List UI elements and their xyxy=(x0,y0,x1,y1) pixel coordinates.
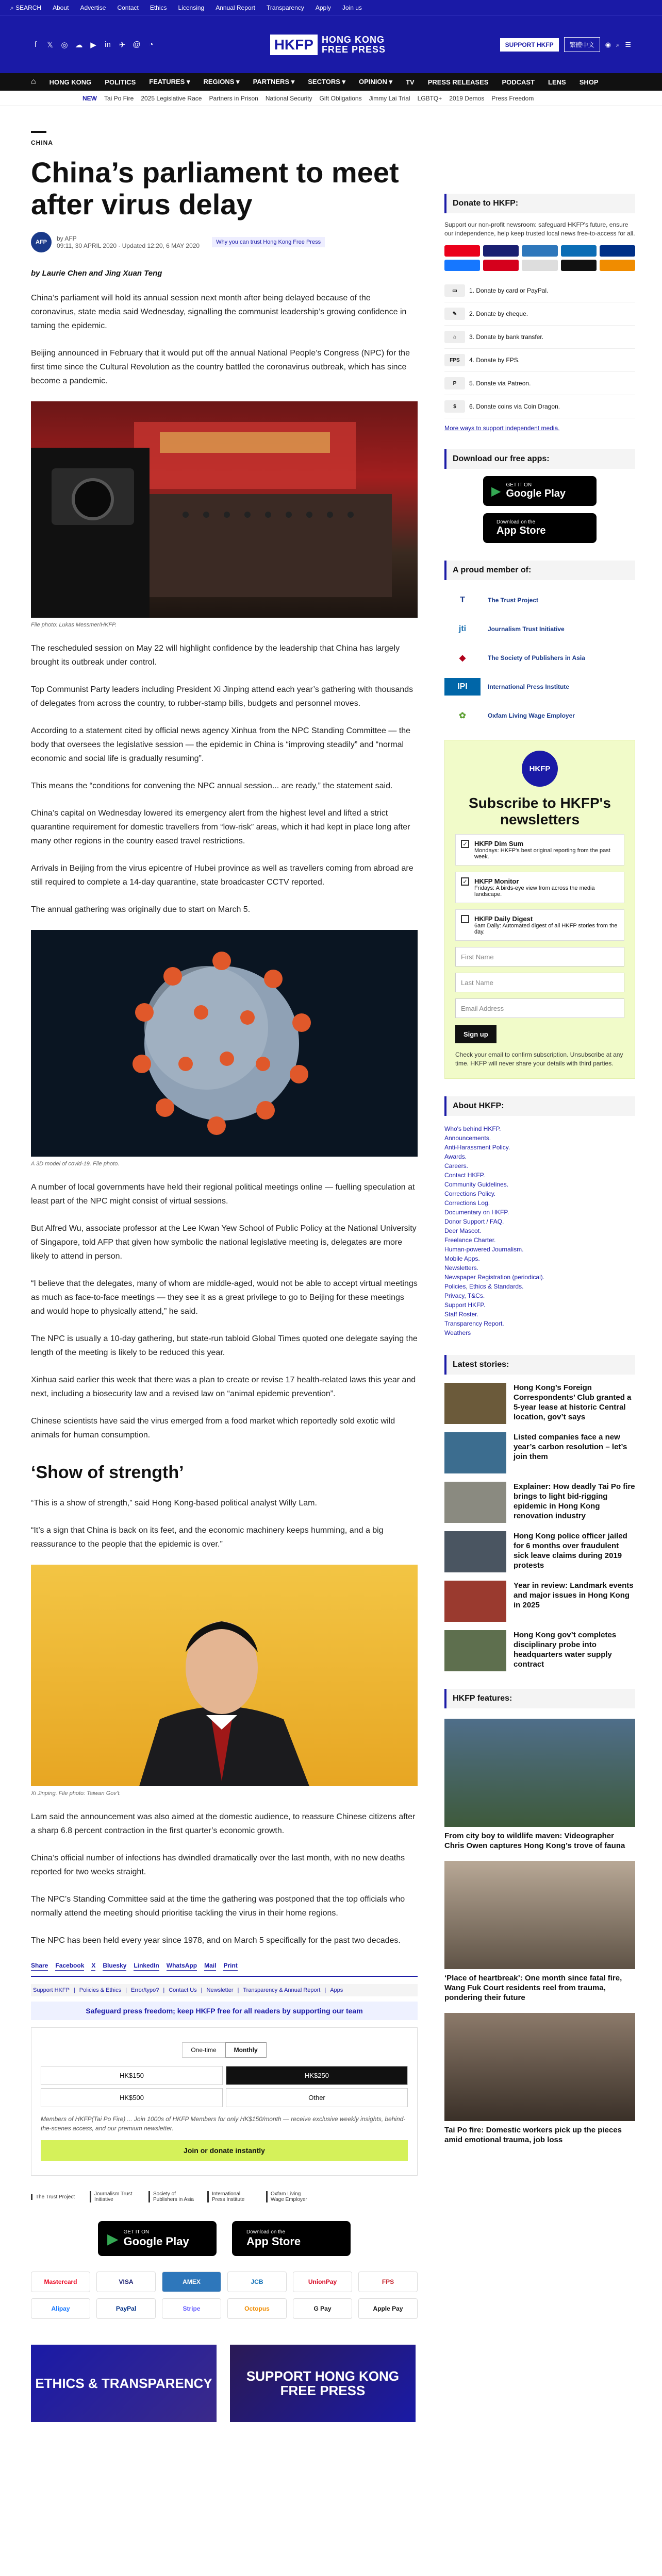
article-main xyxy=(31,106,418,2422)
alipay-icon xyxy=(444,260,480,271)
paragraph: Top Communist Party leaders including President Xi Jinping attend each year’s gathering with thousands of delegates from across the country, to rubber-stamp bills, budgets and personnel moves. xyxy=(31,685,413,708)
mastercard-logo: Mastercard xyxy=(31,2272,90,2292)
member-item[interactable]: IPI International Press Institute xyxy=(444,678,635,696)
share-mail[interactable]: Mail xyxy=(204,1961,216,1971)
feature-image xyxy=(444,1861,635,1969)
virus-model-image xyxy=(31,930,418,1157)
nav-sectors[interactable]: SECTORS ▾ xyxy=(308,78,346,86)
about-link[interactable]: Freelance Charter. xyxy=(444,1236,496,1244)
footer-links: Support HKFP | Policies & Ethics | Error/typo? | Contact Us | Newsletter | Transparency & Annual Report | Apps xyxy=(31,1984,418,1996)
donation-method[interactable]: ▭ 1. Donate by card or PayPal. xyxy=(444,279,635,302)
paragraph: The NPC is usually a 10-day gathering, but state-run tabloid Global Times quoted one delegate saying the length of the meeting is likely to be reduced this year. xyxy=(31,1334,418,1357)
nav-shop[interactable]: SHOP xyxy=(579,78,599,86)
nav-press-releases[interactable]: PRESS RELEASES xyxy=(427,78,489,86)
bluesky-icon[interactable]: ☁ xyxy=(75,40,83,49)
amount-options xyxy=(41,2066,408,2107)
last-name-field[interactable]: Last Name xyxy=(455,973,624,992)
logo-box: HKFP xyxy=(270,35,318,55)
trending-item[interactable]: Jimmy Lai Trial xyxy=(369,94,410,102)
home-icon[interactable]: ⌂ xyxy=(31,77,36,86)
paragraph: “It’s a sign that China is back on its feet, and the economic machinery keeps humming, and a big reassurance to the people that the epidemic is over.” xyxy=(31,1526,384,1549)
subscribe-note: Check your email to confirm subscription. Unsubscribe at any time. HKFP will never share your details with third parties. xyxy=(455,1051,623,1067)
about-link[interactable]: Newspaper Registration (periodical). xyxy=(444,1274,545,1281)
trending-item[interactable]: Partners in Prison xyxy=(209,94,258,102)
fps-logo: FPS xyxy=(358,2272,418,2292)
menu-icon[interactable]: ☰ xyxy=(625,40,631,48)
story-item[interactable]: Year in review: Landmark events and major issues in Hong Kong in 2025 xyxy=(444,1581,635,1622)
trust-logo[interactable]: The Trust Project xyxy=(31,2194,77,2200)
story-thumbnail xyxy=(444,1581,506,1622)
topbar-annual-report[interactable]: Annual Report xyxy=(216,4,255,11)
trending-item[interactable]: 2025 Legislative Race xyxy=(141,94,202,102)
join-donate-button[interactable]: Join or donate instantly xyxy=(41,2140,408,2161)
visa-logo: VISA xyxy=(96,2272,156,2292)
paragraph: The rescheduled session on May 22 will highlight confidence by the leadership that China has largely brought its outbreak under control. xyxy=(31,644,400,667)
member-item[interactable]: ✿ Oxfam Living Wage Employer xyxy=(444,707,635,724)
share-x[interactable]: X xyxy=(91,1961,95,1971)
unionpay-logo: UnionPay xyxy=(293,2272,352,2292)
trending-item[interactable]: Press Freedom xyxy=(491,94,534,102)
search-icon[interactable]: ⌕ xyxy=(616,40,620,48)
x-icon[interactable]: 𝕏 xyxy=(46,40,54,49)
ethics-banner[interactable]: ETHICS & TRANSPARENCY xyxy=(31,2345,217,2422)
donation-method[interactable]: $ 6. Donate coins via Coin Dragon. xyxy=(444,395,635,418)
amount-option[interactable]: Other xyxy=(226,2088,408,2107)
page-body xyxy=(0,106,662,2422)
card-logos xyxy=(444,245,635,271)
photo-caption: Xi Jinping. File photo: Taiwan Gov’t. xyxy=(31,1790,121,1797)
paragraph: Chinese scientists have said the virus emerged from a food market which reportedly sold exotic wild animals for human consumption. xyxy=(31,1417,395,1439)
ipi-icon: IPI xyxy=(444,678,481,696)
paragraph: Xinhua said earlier this week that there was a plan to create or revise 17 health-related laws this year and next, including a biosecurity law and a revised law on “animal epidemic prevention”. xyxy=(31,1376,416,1398)
paragraph: China’s official number of infections has dwindled dramatically over the last month, with no new deaths reported for two weeks straight. xyxy=(31,1854,405,1876)
npc-photo-art xyxy=(31,401,418,618)
sidebar xyxy=(444,106,635,2422)
checkbox-icon[interactable] xyxy=(461,915,469,923)
paragraph: Arrivals in Beijing from the virus epicentre of Hubei province as well as travellers coming from abroad are still required to complete a 14-day quarantine, state broadcaster CCTV reported. xyxy=(31,864,413,887)
google-play-icon: ▶ xyxy=(491,484,501,498)
support-banner[interactable]: SUPPORT HONG KONG FREE PRESS xyxy=(230,2345,416,2422)
paragraph: According to a statement cited by official news agency Xinhua from the NPC Standing Committee — the body that oversees the legislative session — the epidemic in China is “improving steadily” and “normal economic and social life is gradually resuming”. xyxy=(31,726,411,763)
about-link[interactable]: Corrections Policy. xyxy=(444,1190,496,1197)
rss-icon[interactable]: ◔ xyxy=(148,40,154,49)
more-ways-link[interactable]: More ways to support independent media. xyxy=(444,425,560,432)
hkfp-logo: HKFP xyxy=(522,751,558,787)
about-link[interactable]: Anti-Harassment Policy. xyxy=(444,1144,510,1151)
nav-hong-kong[interactable]: HONG KONG xyxy=(49,78,92,86)
language-button[interactable]: 繁體中文 xyxy=(564,37,600,52)
coin-icon: $ xyxy=(444,400,465,413)
story-thumbnail xyxy=(444,1531,506,1572)
story-item[interactable]: Explainer: How deadly Tai Po fire brings to light bid-rigging epidemic in Hong Kong renovation industry xyxy=(444,1482,635,1523)
unionpay-icon xyxy=(483,260,519,271)
payment-logos xyxy=(31,2272,418,2319)
trust-logos xyxy=(31,2191,418,2202)
about-link[interactable]: Staff Roster. xyxy=(444,1311,478,1318)
topbar-join[interactable]: Join us xyxy=(342,4,362,11)
topbar-about[interactable]: About xyxy=(53,4,69,11)
trending-item[interactable]: Gift Obligations xyxy=(319,94,362,102)
telegram-icon[interactable]: ✈ xyxy=(119,40,126,49)
about-link[interactable]: Privacy, T&Cs. xyxy=(444,1292,485,1299)
virus-model-art xyxy=(31,930,418,1157)
publish-date: 09:11, 30 APRIL 2020 xyxy=(57,242,117,249)
amount-option[interactable]: HK$500 xyxy=(41,2088,223,2107)
facebook-icon[interactable]: f xyxy=(34,40,37,49)
trending-item[interactable]: Tai Po Fire xyxy=(104,94,134,102)
google-play-icon: ▶ xyxy=(107,2230,119,2247)
feature-image xyxy=(444,1719,635,1827)
apple-pay-logo: Apple Pay xyxy=(358,2298,418,2319)
donation-method[interactable]: P 5. Donate via Patreon. xyxy=(444,372,635,395)
logo-text: HONG KONG FREE PRESS xyxy=(321,34,386,55)
about-link[interactable]: Human-powered Journalism. xyxy=(444,1246,524,1253)
byline: AFP by AFP 09:11, 30 APRIL 2020 · Updated 12:20, 6 MAY 2020 Why you can trust Hong Kong Free Press xyxy=(31,232,418,252)
fps-icon: FPS xyxy=(444,354,465,366)
trust-link[interactable]: Why you can trust Hong Kong Free Press xyxy=(212,237,325,247)
topbar-advertise[interactable]: Advertise xyxy=(80,4,106,11)
donation-methods xyxy=(444,279,635,418)
about-link[interactable]: Deer Mascot. xyxy=(444,1227,482,1234)
alipay-logo: Alipay xyxy=(31,2298,90,2319)
latest-stories xyxy=(444,1383,635,1671)
feature-item[interactable]: Tai Po fire: Domestic workers pick up the pieces amid emotional trauma, job loss xyxy=(444,2013,635,2145)
nav-opinion[interactable]: OPINION ▾ xyxy=(359,78,393,86)
link-newsletter[interactable]: Newsletter xyxy=(206,1987,234,1993)
email-field[interactable]: Email Address xyxy=(455,998,624,1018)
link-apps[interactable]: Apps xyxy=(330,1987,343,1993)
paragraph: The NPC has been held every year since 1978, and on March 5 specifically for the past two decades. xyxy=(31,1936,401,1945)
trending-label: NEW xyxy=(82,94,97,102)
share-print[interactable]: Print xyxy=(223,1961,237,1971)
share-bar xyxy=(31,1961,418,1977)
google-play-badge[interactable]: ▶ GET IT ON Google Play xyxy=(98,2221,217,2256)
newsletter-title: Subscribe to HKFP's newsletters xyxy=(469,795,611,827)
trust-project-icon: T xyxy=(460,596,465,604)
topbar-transparency[interactable]: Transparency xyxy=(266,4,304,11)
amount-option[interactable]: HK$150 xyxy=(41,2066,223,2085)
bank-icon: ⌂ xyxy=(444,331,465,343)
article-title: China’s parliament to meet after virus delay xyxy=(31,156,399,221)
nav-lens[interactable]: LENS xyxy=(548,78,566,86)
nav-partners[interactable]: PARTNERS ▾ xyxy=(253,78,295,86)
about-link[interactable]: Newsletters. xyxy=(444,1264,479,1272)
paragraph: China’s capital on Wednesday lowered its emergency alert from the highest level and lifted a strict quarantine requirement for domestic travellers from “low-risk” areas, which it had kept in place long after many other regions in the country eased travel restrictions. xyxy=(31,809,410,845)
about-links xyxy=(444,1124,635,1337)
trust-logo[interactable]: Oxfam Living Wage Employer xyxy=(266,2191,312,2202)
support-hkfp-button[interactable]: SUPPORT HKFP xyxy=(500,38,559,52)
app-store-badge[interactable]: Download on the App Store xyxy=(232,2221,351,2256)
nav-features[interactable]: FEATURES ▾ xyxy=(149,78,190,86)
nav-podcast[interactable]: PODCAST xyxy=(502,78,535,86)
share-whatsapp[interactable]: WhatsApp xyxy=(167,1961,197,1971)
apple-pay-icon xyxy=(561,260,597,271)
paragraph: “I believe that the delegates, many of whom are middle-aged, would not be able to accept virtual meetings as much as face-to-face meetings — they see it as a great privilege to go to Beijing for these meetings and would hope to physically attend,” he said. xyxy=(31,1279,418,1316)
donate-heading: Donate to HKFP: xyxy=(444,194,635,213)
story-thumbnail xyxy=(444,1630,506,1671)
newsletter-option[interactable]: HKFP Daily Digest 6am Daily: Automated digest of all HKFP stories from the day. xyxy=(455,909,624,941)
about-link[interactable]: Policies, Ethics & Standards. xyxy=(444,1283,524,1290)
frequency-toggle xyxy=(41,2042,408,2058)
share-facebook[interactable]: Facebook xyxy=(55,1961,84,1971)
donate-text[interactable]: Support our non-profit newsroom: safeguard HKFP's future, ensure our independence, help keep trusted local news free-to-access for all. xyxy=(444,221,635,237)
membership-note: Members of HKFP(Tai Po Fire) ... Join 1000s of HKFP Members for only HK$150/month — receive exclusive weekly insights, behind-the-scenes access, and our premium newsletter. xyxy=(41,2115,406,2132)
paragraph: China’s parliament will hold its annual session next month after being delayed because of the coronavirus, state media said Wednesday, signalling the communist leadership’s growing confidence in taming the epidemic. xyxy=(31,294,407,330)
paragraph: This means the “conditions for convening the NPC annual session... are ready,” the statement said. xyxy=(31,782,393,790)
byline-source[interactable]: by AFP xyxy=(57,235,77,242)
google-pay-icon xyxy=(522,260,557,271)
about-link[interactable]: Support HKFP. xyxy=(444,1301,486,1309)
paragraph: The NPC’s Standing Committee said at the time the gathering was postponed that the top officials who normally attend the meeting should prioritise tackling the virus in their home regions. xyxy=(31,1895,405,1918)
member-item[interactable]: ◆ The Society of Publishers in Asia xyxy=(444,649,635,667)
octopus-logo: Octopus xyxy=(227,2298,287,2319)
story-thumbnail xyxy=(444,1432,506,1473)
paragraph: A number of local governments have held their regional political meetings online — fuelling speculation at least part of the NPC might consist of virtual sessions. xyxy=(31,1183,415,1206)
card-icon: ▭ xyxy=(444,284,465,297)
app-badges xyxy=(31,2221,418,2256)
sopa-icon: ◆ xyxy=(459,654,466,663)
account-icon[interactable]: ◉ xyxy=(605,40,611,48)
search-icon: ⌕ xyxy=(10,4,16,11)
stripe-logo: Stripe xyxy=(162,2298,221,2319)
photo-caption: File photo: Lukas Messmer/HKFP. xyxy=(31,622,117,628)
freq-one-time[interactable]: One-time xyxy=(182,2042,225,2058)
about-link[interactable]: Announcements. xyxy=(444,1134,491,1142)
latest-heading: Latest stories: xyxy=(444,1355,635,1375)
about-link[interactable]: Corrections Log. xyxy=(444,1199,490,1207)
story-thumbnail xyxy=(444,1383,506,1424)
feature-item[interactable]: From city boy to wildlife maven: Videographer Chris Owen captures Hong Kong’s trove of fauna xyxy=(444,1719,635,1851)
linkedin-icon[interactable]: in xyxy=(105,40,111,49)
newsletter-option[interactable]: ✓ HKFP Monitor Fridays: A birds-eye view from across the media landscape. xyxy=(455,872,624,903)
trust-logo[interactable]: Society of Publishers in Asia xyxy=(148,2191,195,2202)
nav-regions[interactable]: REGIONS ▾ xyxy=(203,78,240,86)
paragraph: “This is a show of strength,” said Hong Kong-based political analyst Willy Lam. xyxy=(31,1499,317,1507)
octopus-icon xyxy=(600,260,635,271)
google-pay-logo: G Pay xyxy=(293,2298,352,2319)
about-link[interactable]: Who's behind HKFP. xyxy=(444,1125,501,1132)
youtube-icon[interactable]: ▶ xyxy=(90,40,96,49)
about-link[interactable]: Documentary on HKFP. xyxy=(444,1209,509,1216)
about-link[interactable]: Transparency Report. xyxy=(444,1320,504,1327)
article-authors: by Laurie Chen and Jing Xuan Teng xyxy=(31,269,162,278)
jti-icon: jti xyxy=(458,624,467,633)
section-heading: ‘Show of strength’ xyxy=(31,1463,184,1482)
paragraph: Beijing announced in February that it would put off the annual National People’s Congress (NPC) for the first time since the Cultural Revolution as the country battled the coronavirus outbreak, which has since become a pandemic. xyxy=(31,349,410,385)
about-link[interactable]: Mobile Apps. xyxy=(444,1255,480,1262)
topbar-contact[interactable]: Contact xyxy=(117,4,139,11)
checkbox-checked-icon[interactable]: ✓ xyxy=(461,877,469,886)
about-link[interactable]: Community Guidelines. xyxy=(444,1181,509,1188)
story-item[interactable]: Hong Kong police officer jailed for 6 months over fraudulent sick leave claims during 2019 protests xyxy=(444,1531,635,1572)
about-link[interactable]: Contact HKFP. xyxy=(444,1172,485,1179)
photo-caption: A 3D model of covid-19. File photo. xyxy=(31,1161,120,1167)
share-label[interactable]: Share xyxy=(31,1961,48,1971)
paypal-icon xyxy=(600,245,635,257)
nav-politics[interactable]: POLITICS xyxy=(105,78,136,86)
threads-icon[interactable]: @ xyxy=(133,40,141,49)
topbar-licensing[interactable]: Licensing xyxy=(178,4,205,11)
feature-image xyxy=(444,2013,635,2121)
promo-banners xyxy=(31,2345,418,2422)
oxfam-icon: ✿ xyxy=(459,711,466,720)
amex-logo: AMEX xyxy=(162,2272,221,2292)
google-play-badge[interactable]: ▶ GET IT ON Google Play xyxy=(483,476,597,506)
xi-jinping-photo xyxy=(31,1565,418,1786)
feature-item[interactable]: ‘Place of heartbreak’: One month since fatal fire, Wang Fuk Court residents reel from trauma, pondering their future xyxy=(444,1861,635,2003)
site-header xyxy=(0,15,662,73)
app-store-badge[interactable]: Download on the App Store xyxy=(483,513,597,543)
site-logo[interactable] xyxy=(270,35,386,55)
instagram-icon[interactable]: ◎ xyxy=(61,40,68,49)
amount-option[interactable]: HK$250 xyxy=(226,2066,408,2085)
about-link[interactable]: Donor Support / FAQ. xyxy=(444,1218,504,1225)
header-actions xyxy=(500,37,631,52)
donation-method[interactable]: ✎ 2. Donate by cheque. xyxy=(444,302,635,326)
donate-widget xyxy=(31,2027,418,2176)
sign-up-button[interactable]: Sign up xyxy=(455,1025,496,1043)
first-name-field[interactable]: First Name xyxy=(455,947,624,967)
xi-photo-art xyxy=(31,1565,418,1786)
top-utility-bar xyxy=(0,0,662,15)
afp-avatar: AFP xyxy=(31,232,52,252)
newsletter-option[interactable]: ✓ HKFP Dim Sum Mondays: HKFP's best original reporting from the past week. xyxy=(455,834,624,866)
category-rule xyxy=(31,131,46,133)
trust-logo[interactable]: International Press Institute xyxy=(207,2191,254,2202)
trending-item[interactable]: 2019 Demos xyxy=(449,94,485,102)
about-heading: About HKFP: xyxy=(444,1096,635,1116)
story-item[interactable]: Hong Kong’s Foreign Correspondents’ Club granted a 5-year lease at historic Central location, gov’t says xyxy=(444,1383,635,1424)
proud-heading: A proud member of: xyxy=(444,561,635,580)
patreon-icon: P xyxy=(444,377,465,389)
about-link[interactable]: Careers. xyxy=(444,1162,469,1170)
main-nav xyxy=(0,73,662,91)
paypal-logo: PayPal xyxy=(96,2298,156,2319)
story-item[interactable]: Listed companies face a new year’s carbon resolution – let’s join them xyxy=(444,1432,635,1473)
apps-heading: Download our free apps: xyxy=(444,449,635,469)
features-heading: HKFP features: xyxy=(444,1689,635,1708)
donation-method[interactable]: ⌂ 3. Donate by bank transfer. xyxy=(444,326,635,349)
jcb-logo: JCB xyxy=(227,2272,287,2292)
topbar-ethics[interactable]: Ethics xyxy=(150,4,167,11)
cheque-icon: ✎ xyxy=(444,308,465,320)
share-bluesky[interactable]: Bluesky xyxy=(103,1961,126,1971)
share-linkedin[interactable]: LinkedIn xyxy=(134,1961,159,1971)
topbar-apply[interactable]: Apply xyxy=(315,4,331,11)
member-item[interactable]: jti Journalism Trust Initiative xyxy=(444,620,635,638)
about-link[interactable]: Weathers xyxy=(444,1329,471,1336)
trust-logo[interactable]: Journalism Trust Initiative xyxy=(90,2191,136,2202)
checkbox-checked-icon[interactable]: ✓ xyxy=(461,840,469,848)
paragraph: But Alfred Wu, associate professor at the Lee Kwan Yew School of Public Policy at the National University of Singapore, told AFP that given how symbolic the national legislative meeting is, delegates are more likely to attend in person. xyxy=(31,1224,417,1261)
member-item[interactable]: T The Trust Project xyxy=(444,591,635,609)
freq-monthly[interactable]: Monthly xyxy=(225,2042,267,2058)
donation-method[interactable]: FPS 4. Donate by FPS. xyxy=(444,349,635,372)
story-thumbnail xyxy=(444,1482,506,1523)
paragraph: Lam said the announcement was also aimed at the domestic audience, to reassure Chinese citizens after a sharp 6.8 percent contraction in the first quarter’s economic growth. xyxy=(31,1812,416,1835)
link-error[interactable]: Error/typo? xyxy=(130,1987,159,1993)
social-icons xyxy=(31,40,156,49)
link-contact[interactable]: Contact Us xyxy=(169,1987,197,1993)
visa-icon xyxy=(483,245,519,257)
safeguard-banner[interactable]: Safeguard press freedom; keep HKFP free for all readers by supporting our team xyxy=(31,2002,418,2020)
newsletter-signup xyxy=(444,740,635,1079)
nav-tv[interactable]: TV xyxy=(406,78,415,86)
jcb-icon xyxy=(561,245,597,257)
trending-bar xyxy=(0,91,662,106)
link-transparency[interactable]: Transparency & Annual Report xyxy=(243,1987,321,1993)
category-label[interactable]: CHINA xyxy=(31,139,53,146)
about-link[interactable]: Awards. xyxy=(444,1153,467,1160)
trending-item[interactable]: National Security xyxy=(265,94,312,102)
amex-icon xyxy=(522,245,557,257)
link-support[interactable]: Support HKFP xyxy=(33,1987,70,1993)
link-policies[interactable]: Policies & Ethics xyxy=(79,1987,122,1993)
updated-date: Updated 12:20, 6 MAY 2020 xyxy=(122,242,200,249)
trending-item[interactable]: LGBTQ+ xyxy=(417,94,442,102)
story-item[interactable]: Hong Kong gov’t completes disciplinary probe into headquarters water supply contract xyxy=(444,1630,635,1671)
mastercard-icon xyxy=(444,245,480,257)
npc-photo xyxy=(31,401,418,618)
search-link[interactable]: ⌕ SEARCH xyxy=(10,4,42,11)
paragraph: The annual gathering was originally due to start on March 5. xyxy=(31,905,251,914)
